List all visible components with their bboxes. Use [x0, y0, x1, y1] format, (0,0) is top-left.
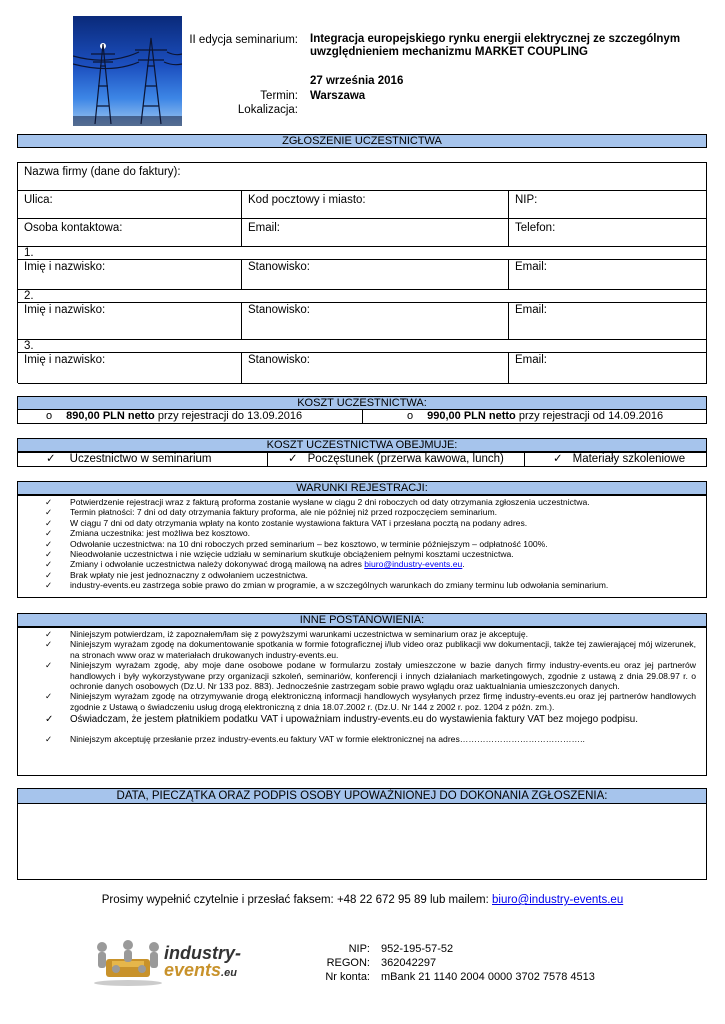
contact-field[interactable]	[18, 219, 242, 247]
participant-email-label: Email:	[515, 354, 547, 366]
provision-item: ✓ Niniejszym akceptuję przesłanie przez industry-events.eu faktury VAT w formie elektronicznej na adres……………………………………..	[45, 734, 585, 745]
seminar-title: Integracja europejskiego rynku energii elektrycznej ze szczególnym uwzględnieniem mechanizmu MARKET COUPLING	[310, 33, 681, 58]
check-icon: ✓	[45, 660, 53, 671]
power-pylon-icon	[73, 16, 182, 126]
condition-item: ✓ Termin płatności: 7 dni od daty otrzymania faktury proforma, ale nie później niż przed rozpoczęciem seminarium.	[45, 507, 498, 518]
cost-options	[17, 409, 707, 424]
nip-label: NIP:	[515, 194, 538, 206]
account-label: Nr konta:	[325, 971, 370, 983]
cost-option-late[interactable]	[363, 410, 706, 424]
footer-email-link[interactable]: biuro@industry-events.eu	[492, 894, 624, 906]
participant-2-name-field[interactable]	[18, 303, 242, 340]
option-late-price: 990,00 PLN netto	[427, 410, 516, 422]
participant-1-name-field[interactable]	[18, 260, 242, 290]
seminar-date: 27 września 2016	[310, 75, 404, 87]
participant-email-label: Email:	[515, 261, 547, 273]
includes-heading: KOSZT UCZESTNICTWA OBEJMUJE:	[17, 438, 707, 452]
check-icon: ✓	[45, 528, 53, 539]
provision-item: ✓ Oświadczam, że jestem płatnikiem podatku VAT i upoważniam industry-events.eu do wystawienia faktury VAT bez mojego podpisu.	[45, 714, 638, 726]
option-early-text: przy rejestracji do 13.09.2016	[154, 410, 303, 422]
provision-item: ✓ Niniejszym potwierdzam, iż zapoznałem/łam się z powyższymi warunkami uczestnictwa w seminarium oraz je akceptuję.	[45, 629, 529, 639]
option-early-price: 890,00 PLN netto	[66, 410, 155, 422]
street-label: Ulica:	[24, 194, 53, 206]
participant-position-label: Stanowisko:	[248, 354, 311, 366]
registration-form	[17, 162, 707, 383]
check-icon: ✓	[288, 453, 298, 465]
participant-1-email-field[interactable]	[509, 260, 707, 290]
condition-item: ✓ Potwierdzenie rejestracji wraz z fakturą proforma zostanie wysłane w ciągu 2 dni roboczych od daty otrzymania zgłoszenia uczestnictwa.	[45, 497, 590, 507]
check-icon: ✓	[45, 569, 53, 580]
check-icon: ✓	[45, 580, 53, 591]
participant-email-label: Email:	[515, 304, 547, 316]
participant-3-name-field[interactable]	[18, 353, 242, 384]
participant-name-label: Imię i nazwisko:	[24, 304, 106, 316]
nip-footer-label: NIP:	[348, 943, 370, 955]
check-icon: ✓	[45, 507, 53, 518]
company-field[interactable]	[18, 163, 707, 191]
condition-item: ✓ Zmiana uczestnika: jest możliwa bez kosztowo.	[45, 528, 251, 539]
signature-heading: DATA, PIECZĄTKA ORAZ PODPIS OSOBY UPOWAŻNIONEJ DO DOKONANIA ZGŁOSZENIA:	[17, 788, 707, 804]
term-label: Termin:	[260, 90, 298, 102]
option-bullet: o	[407, 410, 414, 422]
participant-3-number: 3.	[18, 340, 707, 353]
check-icon: ✓	[45, 714, 54, 726]
check-icon: ✓	[45, 497, 53, 507]
company-data-values	[381, 942, 711, 984]
condition-item: ✓ Odwołanie uczestnictwa: na 10 dni roboczych przed seminarium – bez kosztowo, w terminie późniejszym – odpłatność 100%.	[45, 538, 548, 549]
nip-field[interactable]	[509, 191, 707, 219]
participant-name-label: Imię i nazwisko:	[24, 354, 106, 366]
regon-label: REGON:	[326, 957, 370, 969]
condition-item: ✓ industry-events.eu zastrzega sobie prawo do zmian w programie, a w szczególnych warunkach do zmiany terminu lub odwołania seminarium.	[45, 580, 609, 591]
header-photo	[73, 16, 182, 126]
company-logo	[88, 937, 268, 987]
check-icon: ✓	[553, 453, 563, 465]
postal-label: Kod pocztowy i miasto:	[248, 194, 366, 206]
location-label: Lokalizacja:	[237, 104, 298, 116]
provision-item: ✓ Niniejszym wyrażam zgodę na otrzymywanie drogą elektroniczną informacji handlowych wysyłanych przez firmę industry-events.eu oraz jej partnerów handlowych zgodnie z Ustawą o świadczeniu usług drogą elektroniczną z dnia 18.07.2002 r. (Dz.U. Nr 144 z 2002 r. poz. 1204 z późn. zm.).	[45, 691, 696, 712]
account-value: mBank 21 1140 2004 0000 3702 7578 4513	[381, 971, 595, 983]
other-heading: INNE POSTANOWIENIA:	[17, 613, 707, 627]
provision-item: ✓ Niniejszym wyrażam zgodę, aby moje dane osobowe podane w formularzu zostały umieszczone w bazie danych firmy industry-events.eu oraz jej partnerów handlowych i były wykorzystywane przy organizacji szkoleń, seminariów, konferencji i innych działaniach marketingowych, zgodnie z ustawą z dnia 29.08.97 r. o ochronie danych osobowych (Dz.U. Nr 133 poz. 883). Jednocześnie zastrzegam sobie prawo wglądu oraz uaktualniania umieszczonych danych.	[45, 660, 696, 692]
option-late-text: przy rejestracji od 14.09.2016	[515, 410, 664, 422]
contact-email-field[interactable]	[242, 219, 509, 247]
participant-1-position-field[interactable]	[242, 260, 509, 290]
includes-item: ✓ Poczęstunek (przerwa kawowa, lunch)	[268, 453, 525, 467]
provision-item: ✓ Niniejszym wyrażam zgodę na dokumentowanie spotkania w formie fotograficznej i/lub video oraz publikacji ww dokumentacji, także tej zawierającej mój wizerunek, na stronach www oraz w materiałach drukowanych industry-events.eu.	[45, 639, 696, 660]
postal-field[interactable]	[242, 191, 509, 219]
check-icon: ✓	[46, 453, 56, 465]
check-icon: ✓	[45, 629, 53, 639]
logo-wordmark: industry- events.eu	[164, 943, 242, 980]
participant-2-email-field[interactable]	[509, 303, 707, 340]
option-bullet: o	[46, 410, 53, 422]
regon-value: 362042297	[381, 957, 437, 969]
participant-position-label: Stanowisko:	[248, 304, 311, 316]
phone-label: Telefon:	[515, 222, 556, 234]
participant-3-email-field[interactable]	[509, 353, 707, 384]
nip-value: 952-195-57-52	[381, 943, 454, 955]
participant-3-position-field[interactable]	[242, 353, 509, 384]
check-icon: ✓	[45, 559, 53, 570]
contact-email-label: Email:	[248, 222, 280, 234]
street-field[interactable]	[18, 191, 242, 219]
check-icon: ✓	[45, 639, 53, 650]
edition-label: II edycja seminarium:	[189, 34, 298, 46]
email-link[interactable]: biuro@industry-events.eu	[364, 559, 463, 570]
term-value: Warszawa	[310, 90, 366, 102]
check-icon: ✓	[45, 691, 53, 702]
check-icon: ✓	[45, 538, 53, 549]
participant-2-position-field[interactable]	[242, 303, 509, 340]
company-data-labels	[300, 942, 370, 984]
registration-heading: ZGŁOSZENIE UCZESTNICTWA	[17, 134, 707, 148]
people-puzzle-icon	[88, 937, 168, 987]
includes-list	[17, 452, 707, 467]
includes-item: ✓ Materiały szkoleniowe	[553, 453, 686, 465]
condition-item: ✓ Zmiany i odwołanie uczestnictwa należy dokonywać drogą mailową na adres biuro@industry-events.eu.	[45, 559, 465, 570]
condition-item: ✓ Brak wpłaty nie jest jednoznaczny z odwołaniem uczestnictwa.	[45, 569, 308, 580]
condition-item: ✓ Nieodwołanie uczestnictwa i nie wzięcie udziału w seminarium skutkuje obciążeniem pełnymi kosztami uczestnictwa.	[45, 549, 514, 560]
participant-2-number: 2.	[18, 290, 707, 303]
participant-position-label: Stanowisko:	[248, 261, 311, 273]
includes-item: ✓ Uczestnictwo w seminarium	[18, 453, 268, 467]
participant-name-label: Imię i nazwisko:	[24, 261, 106, 273]
check-icon: ✓	[45, 734, 53, 745]
check-icon: ✓	[45, 517, 53, 528]
contact-label: Osoba kontaktowa:	[24, 222, 123, 234]
signature-area[interactable]	[17, 803, 707, 880]
participant-1-number: 1.	[18, 247, 707, 260]
check-icon: ✓	[45, 549, 53, 560]
condition-item: ✓ W ciągu 7 dni od daty otrzymania wpłaty na konto zostanie wystawiona faktura VAT i przesłana pocztą na podany adres.	[45, 517, 528, 528]
footer-note: Prosimy wypełnić czytelnie i przesłać faksem: +48 22 672 95 89 lub mailem: biuro@industry-events.eu	[101, 894, 624, 906]
cost-heading: KOSZT UCZESTNICTWA:	[17, 396, 707, 410]
conditions-list	[17, 495, 707, 598]
cost-option-early[interactable]	[18, 410, 363, 424]
company-label: Nazwa firmy (dane do faktury):	[24, 166, 181, 178]
other-list	[17, 627, 707, 776]
conditions-heading: WARUNKI REJESTRACJI:	[17, 481, 707, 495]
phone-field[interactable]	[509, 219, 707, 247]
